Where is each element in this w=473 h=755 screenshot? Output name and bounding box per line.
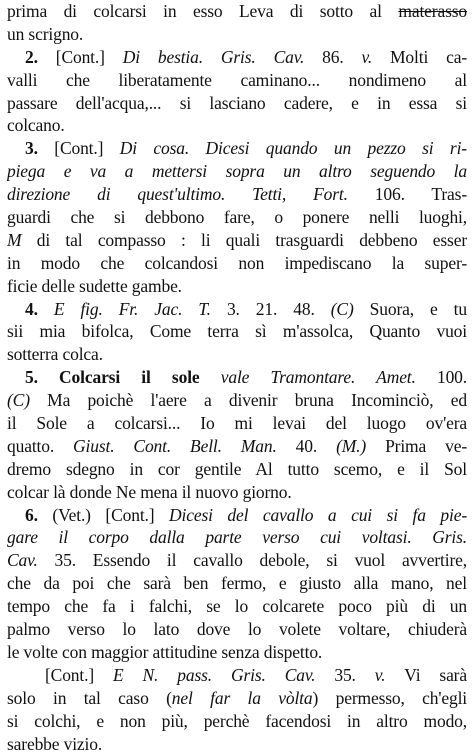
text-segment: sii mia bifolca, Come terra sì m'assolca, Quanto vuoi: [7, 321, 467, 341]
text-segment: che da poi che sarà ben fermo, e giusto alla mano, nel: [7, 573, 467, 593]
text-segment: vale Tramontare. Amet.: [221, 367, 437, 387]
text-line: [7, 641, 467, 664]
text-segment: v.: [362, 47, 390, 67]
text-segment: palmo verso lo lato dove lo volete voltare, chiuderà: [7, 619, 467, 639]
text-segment: gare il corpo dalla parte verso cui voltasi. Gris.: [7, 527, 467, 547]
text-segment: colcano.: [7, 115, 65, 135]
text-line: [7, 23, 467, 46]
text-segment: 3.: [25, 138, 54, 158]
text-segment: colcar là donde Ne mena il nuovo giorno.: [7, 482, 292, 502]
text-line: [7, 710, 467, 733]
text-segment: prima di colcarsi in esso Leva di sotto al: [7, 1, 398, 21]
text-segment: Di bestia. Gris. Cav.: [123, 47, 322, 67]
text-segment: 35. Essendo il cavallo debole, si vuol avvertire,: [55, 550, 467, 570]
text-segment: 40.: [296, 436, 336, 456]
text-segment: direzione di quest'ultimo. Tetti, Fort.: [7, 184, 375, 204]
text-segment: le volte con maggior attitudine senza dispetto.: [7, 642, 322, 662]
text-segment: Giust. Cont. Bell. Man.: [73, 436, 296, 456]
text-segment: Prima ve-: [385, 436, 467, 456]
text-segment: passare dell'acqua,... si lasciano cadere, e in essa si: [7, 93, 467, 113]
text-line: [7, 595, 467, 618]
text-line: [7, 618, 467, 641]
text-segment: dremo sdegno in cor gentile Al tutto scemo, e il Sol: [7, 459, 467, 479]
text-segment: 35.: [334, 665, 374, 685]
text-segment: valli che liberatamente caminano... nondimeno al: [7, 70, 467, 90]
text-segment: Molti ca-: [390, 47, 467, 67]
text-segment: sarebbe vizio.: [7, 734, 102, 754]
text-line: [7, 664, 467, 687]
text-line: [7, 298, 467, 321]
text-segment: (C): [331, 299, 370, 319]
text-segment: v.: [375, 665, 405, 685]
text-line: [7, 572, 467, 595]
text-segment: Vi sarà: [404, 665, 467, 685]
text-segment: ) permesso, ch'egli: [313, 688, 468, 708]
text-segment: Cav.: [7, 550, 55, 570]
text-segment: 3. 21. 48.: [227, 299, 331, 319]
text-line: [7, 46, 467, 69]
text-segment: piega e va a mettersi sopra un altro seguendo la: [7, 161, 467, 181]
text-segment: E N. pass. Gris. Cav.: [113, 665, 334, 685]
text-line: [7, 435, 467, 458]
text-segment: materasso: [398, 1, 467, 21]
text-segment: [Cont.]: [45, 665, 113, 685]
text-line: [7, 549, 467, 572]
text-line: [7, 275, 467, 298]
text-line: [7, 343, 467, 366]
text-line: [7, 69, 467, 92]
text-segment: (C): [7, 390, 47, 410]
text-segment: 100.: [437, 367, 467, 387]
text-segment: 2.: [25, 47, 56, 67]
text-segment: (Vet.) [Cont.]: [52, 505, 169, 525]
text-line: [7, 412, 467, 435]
text-segment: si colchi, e non più, perchè facendosi in altro modo,: [7, 711, 467, 731]
text-line: [7, 206, 467, 229]
text-segment: Dicesi del cavallo a cui si fa pie-: [169, 505, 467, 525]
text-line: [7, 458, 467, 481]
text-line: [7, 252, 467, 275]
text-segment: 86.: [322, 47, 361, 67]
text-line: [7, 504, 467, 527]
text-segment: quatto.: [7, 436, 73, 456]
text-line: [7, 320, 467, 343]
text-line: [7, 92, 467, 115]
text-line: [7, 229, 467, 252]
text-line: [7, 526, 467, 549]
text-segment: M: [7, 230, 37, 250]
text-segment: [Cont.]: [54, 138, 119, 158]
text-line: [7, 160, 467, 183]
text-segment: E fig. Fr. Jac. T.: [54, 299, 227, 319]
text-segment: il Sole a colcarsi... Io mi levai del luogo ov'era: [7, 413, 467, 433]
text-segment: guardi che si debbono fare, o ponere nelli luoghi,: [7, 207, 467, 227]
text-segment: (M.): [336, 436, 385, 456]
text-segment: tempo che fa i falchi, se lo colcarete poco più di un: [7, 596, 467, 616]
text-segment: un scrigno.: [7, 24, 83, 44]
text-segment: in modo che colcandosi non impediscano la super-: [7, 253, 467, 273]
text-line: [7, 114, 467, 137]
text-segment: Ma poichè l'aere a divenir bruna Incominciò, ed: [47, 390, 467, 410]
text-segment: 5. Colcarsi il sole: [25, 367, 221, 387]
text-segment: solo in tal caso (: [7, 688, 172, 708]
text-segment: di tal compasso : li quali trasguardi debbeno esser: [37, 230, 467, 250]
text-segment: [Cont.]: [56, 47, 123, 67]
text-segment: ficie delle sudette gambe.: [7, 276, 182, 296]
text-segment: 6.: [25, 505, 52, 525]
text-line: [7, 0, 467, 23]
text-line: [7, 183, 467, 206]
text-line: [7, 687, 467, 710]
text-line: [7, 481, 467, 504]
text-line: [7, 733, 467, 755]
text-segment: 4.: [25, 299, 54, 319]
text-line: [7, 389, 467, 412]
text-line: [7, 366, 467, 389]
text-line: [7, 137, 467, 160]
text-segment: Di cosa. Dicesi quando un pezzo si ri-: [120, 138, 467, 158]
text-segment: Suora, e tu: [370, 299, 467, 319]
text-segment: 106. Tras-: [375, 184, 467, 204]
text-segment: sotterra colca.: [7, 344, 103, 364]
text-segment: nel far la vòlta: [172, 688, 313, 708]
